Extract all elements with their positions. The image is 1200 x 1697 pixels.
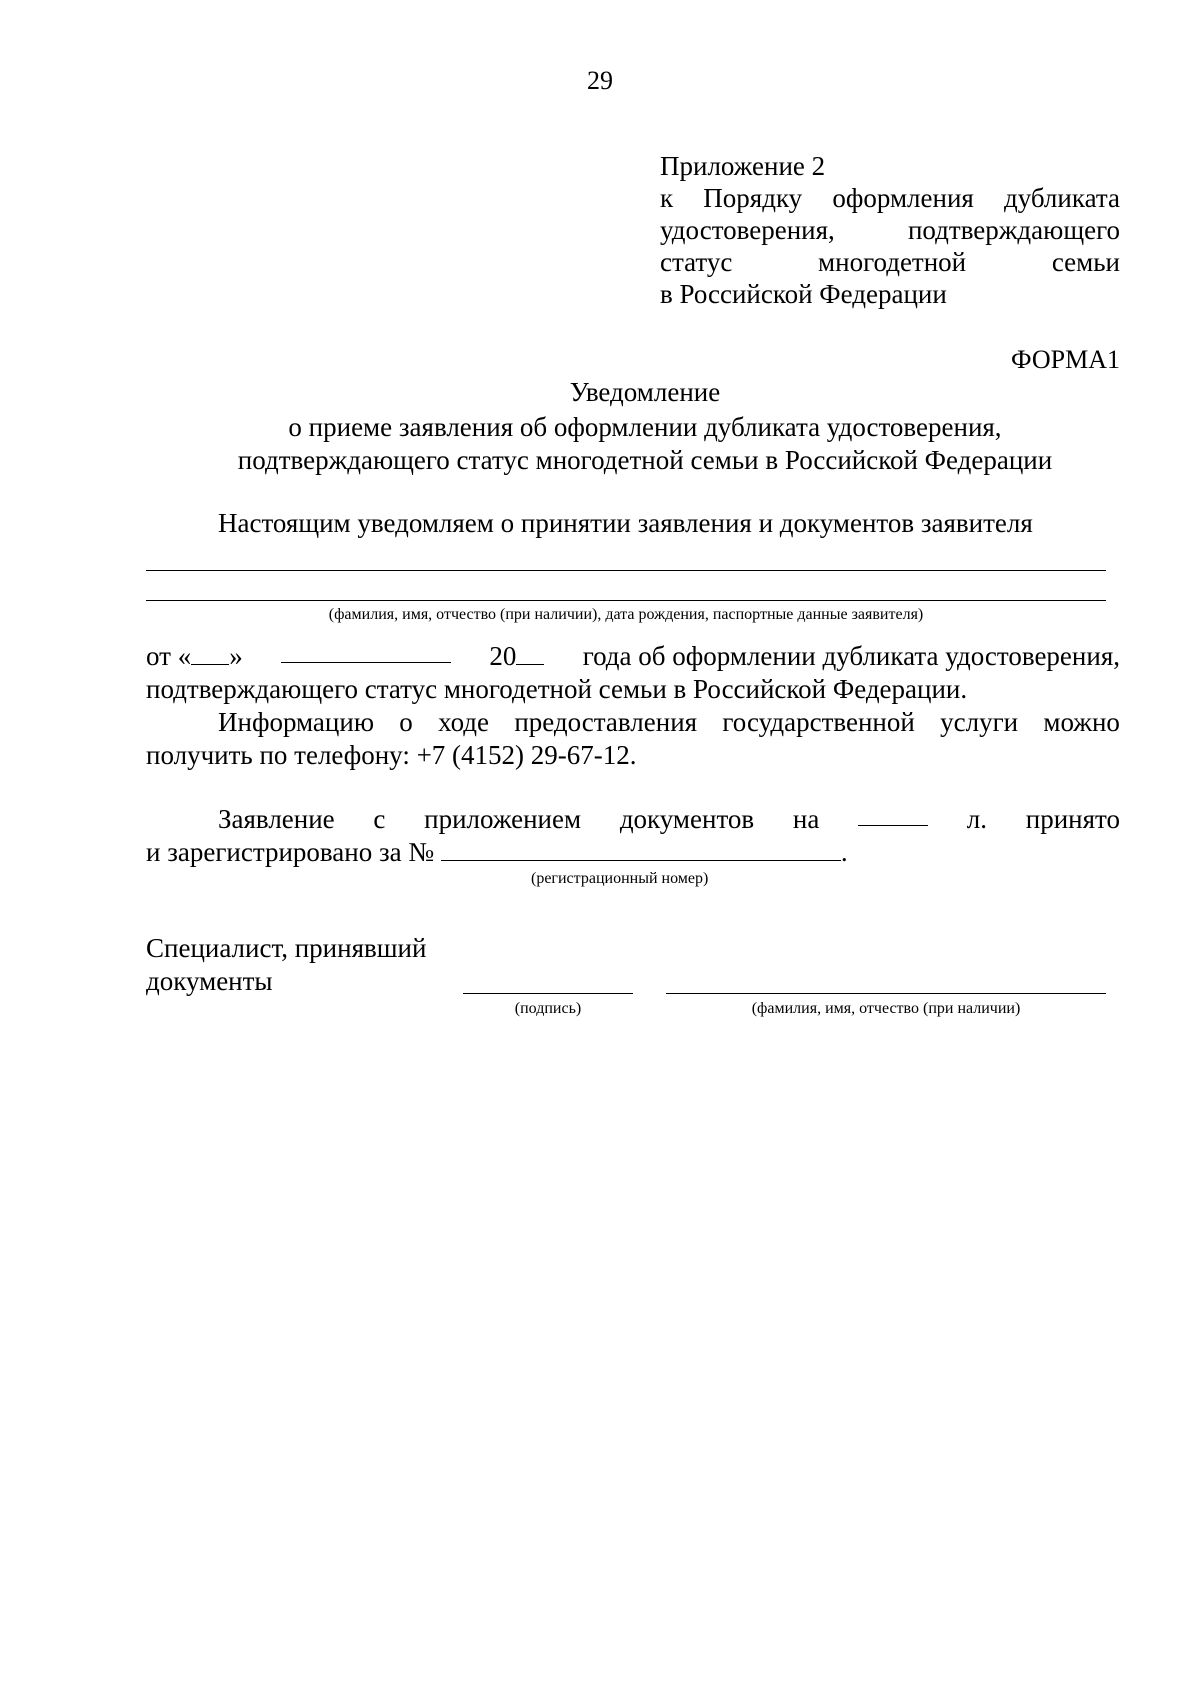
applicant-field-line-1[interactable]: [146, 570, 1106, 571]
from-label: от «: [146, 641, 192, 671]
specialist-name-field[interactable]: [666, 993, 1106, 994]
signature-hint: (подпись): [514, 1000, 582, 1017]
year-field[interactable]: [516, 642, 544, 665]
appendix-line-5: в Российской Федерации: [660, 279, 947, 309]
notice-title: Уведомление: [569, 377, 721, 407]
registration-clause: [146, 803, 1120, 869]
specialist-label: Специалист, принявший документы: [146, 933, 427, 996]
month-field[interactable]: [281, 640, 451, 663]
applicant-field-line-2[interactable]: [146, 600, 1106, 601]
appendix-title: Приложение 2: [660, 151, 826, 181]
info-line-2: получить по телефону: +7 (4152) 29-67-12.: [146, 740, 637, 770]
form-label: ФОРМА1: [1011, 345, 1120, 374]
signature-field[interactable]: [463, 993, 633, 994]
year-prefix: 20: [489, 641, 517, 671]
document-page: 29 Приложение 2 к Порядку оформления дубликата удостоверения, подтверждающего статус многодетной семьи в Российской Федерации ФОРМА1 Уведомление о приеме заявления об оформлении дубликата удостоверения, подтверждающего статус многодетной семьи в Российской Федерации Настоящим уведомляем о принятии заявления и документов заявителя (фамилия, имя, отчество (при наличии), дата рождения, паспортные данные заявителя) от « » 20 года об оформлении дубликата удостоверения, подтверждающего статус многодетной семьи в Российской Федерации. Информацию о ходе предоставления государственной услуги можно получить по телефону: +7 (4152) 29-67-12. Заявление с приложением документов на л. принято и зарегистрировано за № . (регистрационный номер) Специалист, принявший документы (подпись) (фамилия, имя, отчество (при наличии): [0, 0, 1200, 1697]
appendix-line-3: удостоверения, подтверждающего: [660, 215, 1120, 245]
date-clause-rest: года об оформлении дубликата удостоверения,: [582, 641, 1120, 671]
quote-close: »: [229, 641, 243, 671]
applicant-field-hint: (фамилия, имя, отчество (при наличии), дата рождения, паспортные данные заявителя): [328, 606, 924, 623]
day-field[interactable]: [191, 642, 229, 665]
date-clause: [146, 640, 1120, 772]
page-number: 29: [587, 66, 613, 95]
intro-text: Настоящим уведомляем о принятии заявления и документов заявителя: [218, 508, 1033, 538]
info-line-1: Информацию о ходе предоставления государственной услуги можно: [218, 707, 1120, 737]
notice-subtitle-1: о приеме заявления об оформлении дубликата удостоверения,: [288, 412, 1002, 442]
appendix-line-2: к Порядку оформления дубликата: [660, 183, 1120, 213]
registration-line-1: Заявление с приложением документов на л. принято: [218, 804, 1120, 834]
registration-line-2: и зарегистрировано за № .: [146, 837, 848, 867]
pages-count-field[interactable]: [858, 803, 928, 826]
notice-subtitle-2: подтверждающего статус многодетной семьи в Российской Федерации: [237, 445, 1053, 475]
date-clause-line-2: подтверждающего статус многодетной семьи в Российской Федерации.: [146, 674, 968, 704]
registration-number-field[interactable]: [441, 838, 841, 861]
appendix-header: [660, 150, 1120, 310]
specialist-name-hint: (фамилия, имя, отчество (при наличии): [751, 1000, 1021, 1017]
appendix-line-4: статус многодетной семьи: [660, 247, 1120, 277]
date-clause-line-1: [146, 640, 1120, 673]
